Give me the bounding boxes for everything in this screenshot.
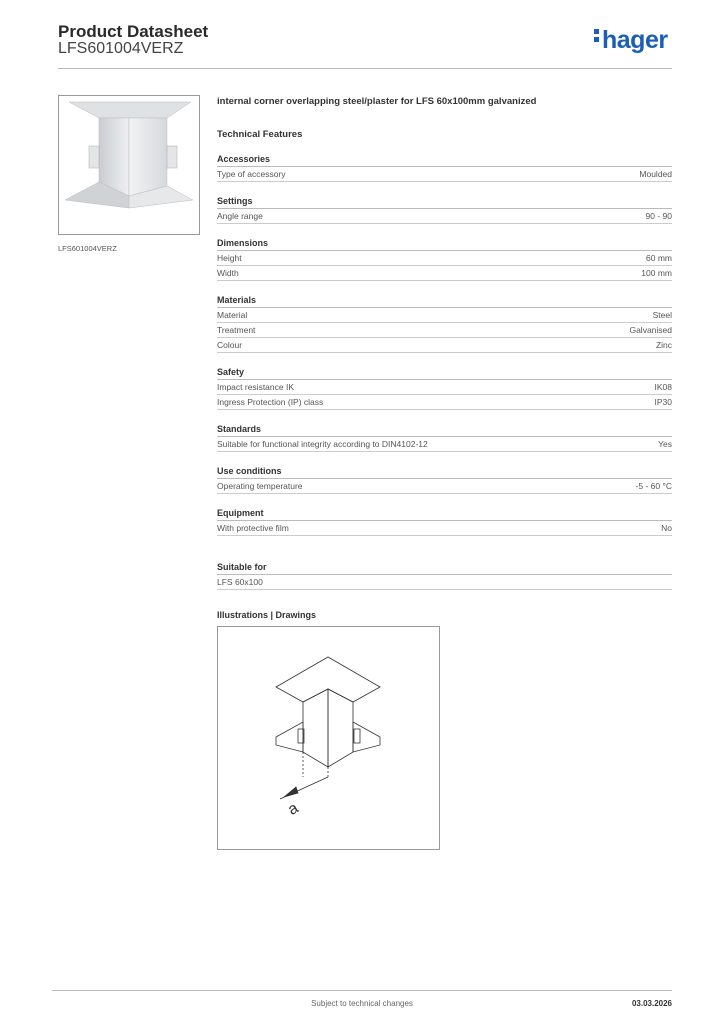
group-equipment bbox=[217, 508, 672, 536]
group-accessories bbox=[217, 154, 672, 182]
footer-divider bbox=[52, 990, 672, 991]
hager-logo bbox=[594, 26, 668, 55]
spec-row: Type of accessory Moulded bbox=[217, 167, 672, 182]
group-title: Accessories bbox=[217, 154, 672, 167]
group-use-conditions bbox=[217, 466, 672, 494]
footer-note: Subject to technical changes bbox=[311, 999, 413, 1008]
group-title: Equipment bbox=[217, 508, 672, 521]
technical-drawing bbox=[217, 626, 440, 850]
spec-row: Operating temperature -5 - 60 °C bbox=[217, 479, 672, 494]
logo-dots-icon bbox=[594, 29, 600, 45]
spec-row: Impact resistance IK IK08 bbox=[217, 380, 672, 395]
group-standards bbox=[217, 424, 672, 452]
corner-drawing-icon bbox=[218, 627, 439, 849]
technical-features-title: Technical Features bbox=[217, 129, 303, 140]
product-description: internal corner overlapping steel/plaster for LFS 60x100mm galvanized bbox=[217, 96, 537, 107]
spec-row: Material Steel bbox=[217, 308, 672, 323]
illustrations-title: Illustrations | Drawings bbox=[217, 610, 317, 620]
logo-text: hager bbox=[602, 26, 668, 54]
spec-row: Treatment Galvanised bbox=[217, 323, 672, 338]
group-safety bbox=[217, 367, 672, 410]
spec-row: Height 60 mm bbox=[217, 251, 672, 266]
product-image bbox=[58, 95, 200, 235]
corner-piece-photo-icon bbox=[59, 96, 199, 234]
dimension-label: a bbox=[285, 799, 302, 819]
group-dimensions bbox=[217, 238, 672, 281]
spec-row: Angle range 90 - 90 bbox=[217, 209, 672, 224]
product-code: LFS601004VERZ bbox=[58, 40, 184, 57]
group-materials bbox=[217, 295, 672, 353]
spec-row: LFS 60x100 bbox=[217, 575, 672, 590]
spec-row: Ingress Protection (IP) class IP30 bbox=[217, 395, 672, 410]
group-suitable-for bbox=[217, 562, 672, 590]
page-title: Product Datasheet bbox=[58, 22, 209, 41]
footer-date: 03.03.2026 bbox=[631, 999, 672, 1008]
header-divider bbox=[58, 68, 672, 69]
group-title: Use conditions bbox=[217, 466, 672, 479]
group-title: Standards bbox=[217, 424, 672, 437]
group-title: Dimensions bbox=[217, 238, 672, 251]
group-settings bbox=[217, 196, 672, 224]
spec-row: With protective film No bbox=[217, 521, 672, 536]
spec-row: Width 100 mm bbox=[217, 266, 672, 281]
group-title: Settings bbox=[217, 196, 672, 209]
spec-row: Suitable for functional integrity according to DIN4102-12 Yes bbox=[217, 437, 672, 452]
group-title: Suitable for bbox=[217, 562, 672, 575]
group-title: Materials bbox=[217, 295, 672, 308]
group-title: Safety bbox=[217, 367, 672, 380]
spec-row: Colour Zinc bbox=[217, 338, 672, 353]
product-image-caption: LFS601004VERZ bbox=[58, 244, 117, 253]
main-content bbox=[217, 96, 672, 850]
